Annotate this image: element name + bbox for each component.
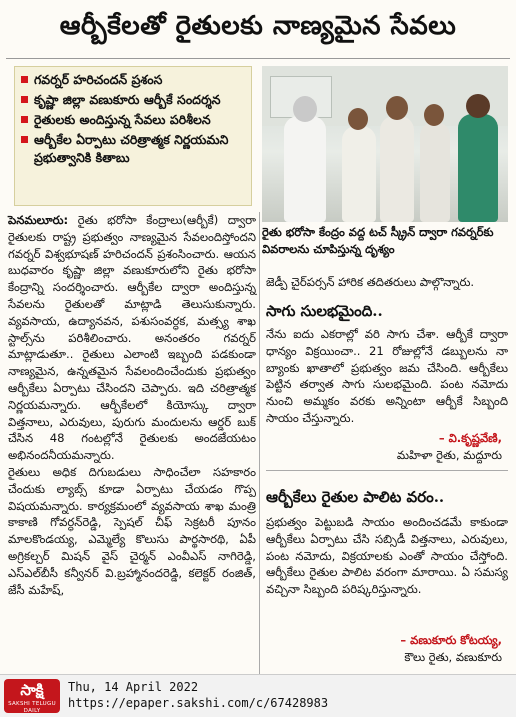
- quote-text: నేను ఐదు ఎకరాల్లో వరి సాగు చేశా. ఆర్బీకే ద్వారా ధాన్యం విక్రయించా.. 21 రోజుల్లోనే డబ్బులను నా బ్యాంకు ఖాతాలో ప్రభుత్వం జమ చేసింది. ఆర్బీకేలు పెట్టిన తర్వాత సాగు సులభమైంది. పంట నమోదు నుంచి అమ్మకం వరకు అన్నింటా ఆర్బీకే సిబ్బంది సాయం చేస్తున్నారు.: [266, 327, 508, 425]
- quote-signature: [400, 632, 502, 666]
- highlight-text: ఆర్బీకేల ఏర్పాటు చరిత్రాత్మక నిర్ణయమని ప్రభుత్వానికి కితాబు: [34, 132, 229, 165]
- highlight-item: [21, 111, 245, 129]
- quote-author-role: కౌలు రైతు, వణుకూరు: [404, 650, 502, 664]
- photo-person: [420, 122, 450, 222]
- article-continuation: జెడ్పీ చైర్‌పర్సన్ హారిక తదితరులు పాల్గొన్నారు.: [266, 275, 475, 289]
- headline: ఆర్బీకేలతో రైతులకు నాణ్యమైన సేవలు: [59, 11, 457, 41]
- highlights-box: [14, 66, 252, 206]
- issue-date: Thu, 14 April 2022: [68, 680, 199, 694]
- quote-author: – వణుకూరు కోటయ్య,: [400, 633, 502, 647]
- dateline: పెనమలూరు:: [8, 213, 69, 227]
- logo-text: సాక్షి: [20, 681, 44, 699]
- quote-author-role: మహిళా రైతు, మద్దూరు: [396, 448, 502, 462]
- headline-divider: [6, 58, 510, 59]
- photo-person: [284, 116, 326, 222]
- photo-head: [348, 108, 368, 130]
- quote-text: ప్రభుత్వం పెట్టుబడి సాయం అందించడమే కాకుండా ఆర్బీకేలు ఏర్పాటు చేసి సబ్సిడీ విత్తనాలు, ఎరువులు, పంట నమోదు, విక్రయాలకు ఎంతో సాయం చేస్తోంది. ఆర్బీకేలు రైతుల పాలిట వరంగా మారాయి. ఏ సమస్య వచ్చినా సిబ్బంది పరిష్కరిస్తున్నారు.: [266, 515, 508, 597]
- highlight-item: [21, 71, 245, 89]
- highlight-item: [21, 91, 245, 109]
- footer-bar: [0, 674, 516, 717]
- article-paragraph: రైతులు అధిక దిగుబడులు సాధించేలా సహకారం చేందుకు ల్యాబ్స్ కూడా ఏర్పాటు చేయడం గొప్ప విషయమన్నారు. కార్యక్రమంలో వ్యవసాయ శాఖ మంత్రి కాకాణి గోవర్ధన్‌రెడ్డి, స్పెషల్ చీఫ్ సెక్రటరీ పూనం మాలకొండయ్య, ఎమ్మెల్యే కొలుసు పార్థసారథి, ఏపీ అగ్రికల్చర్ మిషన్ వైస్ చైర్మన్ ఎంవీఎస్ నాగిరెడ్డి, ఎస్ఎల్‌బీసీ కన్వీనర్ వి.బ్రహ్మానందరెడ్డి, కలెక్టర్ రంజిత్, జేసీ మహేష్,: [8, 464, 256, 597]
- column-divider: [259, 212, 260, 674]
- photo-caption: రైతు భరోసా కేంద్రం వద్ద టచ్ స్క్రీన్ ద్వారా గవర్నర్‌కు వివరాలను చూపిస్తున్న దృశ్యం: [262, 225, 494, 256]
- quote-author: – వి.కృష్ణవేణి,: [438, 431, 502, 445]
- epaper-link[interactable]: https://epaper.sakshi.com/c/67428983: [68, 696, 329, 710]
- photo-head: [386, 96, 408, 120]
- photo-head: [293, 96, 317, 122]
- photo-person: [458, 114, 498, 222]
- photo-head: [466, 94, 490, 118]
- highlight-item: [21, 131, 245, 167]
- quote-subhead: సాగు సులభమైంది..: [266, 302, 383, 320]
- photo-person: [342, 126, 376, 222]
- sakshi-logo: [4, 679, 60, 713]
- article-paragraph: రైతు భరోసా కేంద్రాలు(ఆర్బీకే) ద్వారా రైతులకు రాష్ట్ర ప్రభుత్వం నాణ్యమైన సేవలందిస్తోందని గవర్నర్ విశ్వభూషణ్ హరిచందన్ ప్రశంసించారు. ఆయన బుధవారం కృష్ణా జిల్లా వణుకూరులోని రైతు భరోసా కేంద్రాన్ని సందర్శించారు. ఆర్బీకేల ద్వారా అందిస్తున్న సేవలను రైతులతో మాట్లాడి తెలుసుకున్నారు. వ్యవసాయ, ఉద్యానవన, పశుసంవర్ధక, మత్స్య శాఖ స్టాల్స్‌ను పరిశీలించారు. అనంతరం గవర్నర్ మాట్లాడుతూ.. రైతులు ఎలాంటి ఇబ్బంది పడకుండా నాణ్యమైన, ఉన్నతమైన సేవలందించేందుకు ప్రభుత్వం ఆర్బీకేలు ఏర్పాటు చేసిందని చెప్పారు. ఇది చరిత్రాత్మక నిర్ణయమన్నారు. ఆర్బీకేలలో కియోస్కు ద్వారా విత్తనాలు, ఎరువులు, పురుగు మందులను ఆర్డర్ బుక్ చేసిన 48 గంటల్లోనే రైతులకు అందజేయటం అభినందనీయమన్నారు.: [8, 213, 256, 463]
- photo-head: [424, 104, 444, 126]
- logo-subtext: SAKSHI TELUGU DAILY: [8, 701, 56, 714]
- highlight-text: గవర్నర్ హరిచందన్ ప్రశంస: [34, 72, 163, 87]
- quote-subhead: ఆర్బీకేలు రైతుల పాలిట వరం..: [266, 488, 445, 506]
- photo-person: [380, 116, 414, 222]
- bullet-icon: [21, 116, 28, 123]
- section-divider: [266, 470, 508, 471]
- bullet-icon: [21, 76, 28, 83]
- article-body: [8, 212, 256, 598]
- highlight-text: కృష్ణా జిల్లా వణుకూరు ఆర్బీకే సందర్శన: [34, 92, 221, 107]
- news-photo: [262, 66, 508, 222]
- bullet-icon: [21, 96, 28, 103]
- highlight-text: రైతులకు అందిస్తున్న సేవలు పరిశీలన: [34, 112, 211, 127]
- quote-signature: [397, 430, 502, 464]
- bullet-icon: [21, 136, 28, 143]
